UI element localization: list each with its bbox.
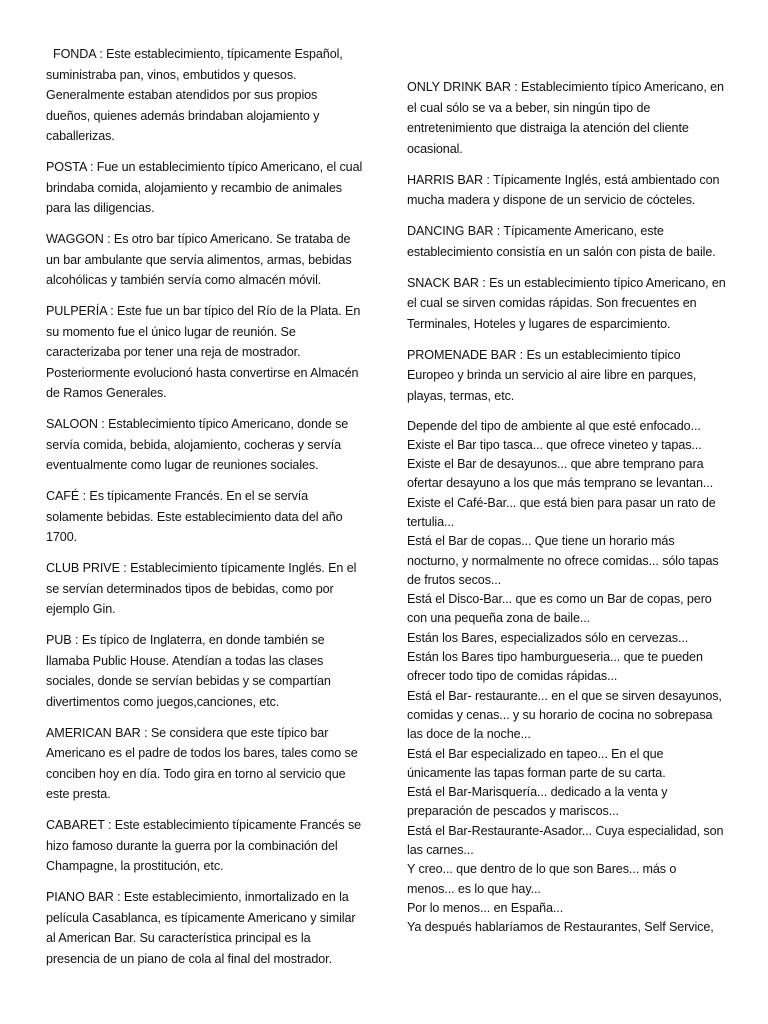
list-item: Está el Bar especializado en tapeo... En el que únicamente las tapas forman parte de su carta.	[407, 746, 666, 780]
list-item: Está el Bar de copas... Que tiene un horario más nocturno, y normalmente no ofrece comidas... sólo tapas de frutos secos...	[407, 534, 719, 587]
entry-term: PROMENADE BAR	[407, 347, 517, 362]
entry-term: WAGGON	[46, 232, 104, 246]
entry-description: Es un establecimiento típico Europeo y brinda un servicio al aire libre en parques, playas, termas, etc.	[407, 347, 697, 403]
entry-term: SALOON	[46, 417, 98, 431]
entry-separator: :	[482, 172, 493, 187]
list-item: Está el Bar-Restaurante-Asador... Cuya especialidad, son las carnes...	[407, 823, 724, 858]
entry-separator: :	[140, 725, 151, 740]
list-item: Y creo... que dentro de lo que son Bares... más o menos... es lo que hay...	[407, 862, 677, 896]
entry-term: FONDA	[53, 47, 96, 61]
list-item: Ya después hablaríamos de Restaurantes, Self Service,	[407, 920, 714, 935]
entry-term: AMERICAN BAR	[46, 725, 141, 740]
entry-term: CLUB PRIVE	[46, 561, 120, 575]
entry-description: Fue un establecimiento típico Americano, el cual brindaba comida, alojamiento y recambio de animales para las diligencias.	[46, 160, 363, 215]
list-item: Está el Disco-Bar... que es como un Bar de copas, pero con una pequeña zona de baile...	[407, 592, 712, 626]
entry-term: HARRIS BAR	[407, 172, 483, 187]
list-item: Existe el Café-Bar... que está bien para pasar un rato de tertulia...	[407, 495, 716, 529]
definition-entry	[46, 558, 364, 620]
right-column	[407, 0, 727, 938]
definition-entry	[407, 345, 727, 407]
definition-entry	[46, 157, 364, 219]
entry-term: PULPERÍA	[46, 304, 107, 318]
definition-entry	[46, 486, 364, 548]
entry-separator: :	[86, 160, 97, 174]
entry-separator: :	[106, 304, 118, 318]
entry-description: Este fue un bar típico del Río de la Plata. En su momento fue el único lugar de reunión. Se caracterizaba por tener una reja de mostrador. Posteriormente evolucionó hasta convertirse en Almacén de Ramos Generales.	[46, 304, 361, 400]
definition-entry	[407, 170, 727, 211]
definition-entry	[46, 414, 364, 476]
entry-term: CABARET	[46, 818, 105, 832]
entry-description: Este establecimiento, inmortalizado en la película Casablanca, es típicamente Americano y similar al American Bar. Su característica principal es la presencia de un piano de cola al final del mostrador.	[46, 890, 356, 966]
entry-separator: :	[104, 818, 115, 832]
entry-term: PIANO BAR	[46, 890, 114, 904]
entry-term: ONLY DRINK BAR	[407, 80, 511, 94]
list-item: Existe el Bar tipo tasca... que ofrece vineteo y tapas...	[407, 437, 702, 452]
entry-description: Típicamente Inglés, está ambientado con mucha madera y dispone de un servicio de cócteles.	[407, 172, 720, 207]
entry-description: Es típicamente Francés. En el se servía solamente bebidas. Este establecimiento data del año 1700.	[46, 489, 343, 544]
definition-entry	[46, 887, 364, 969]
entry-separator: :	[103, 232, 114, 246]
entry-description: Establecimiento típico Americano, donde se servía comida, bebida, alojamiento, cocheras y servía eventualmente como lugar de reuniones sociales.	[46, 417, 349, 472]
list-item: Está el Bar- restaurante... en el que se sirven desayunos, comidas y cenas... y su horario de cocina no sobrepasa las doce de la noche...	[407, 688, 722, 742]
entry-description: Es un establecimiento típico Americano, en el cual se sirven comidas rápidas. Son frecuentes en Terminales, Hoteles y lugares de esparcimiento.	[407, 275, 726, 331]
definition-entry	[46, 44, 364, 147]
entry-description: Este establecimiento típicamente Francés se hizo famoso durante la guerra por la combinación del Champagne, la prostitución, etc.	[46, 818, 362, 873]
list-item: Por lo menos... en España...	[407, 900, 564, 915]
list-item: Depende del tipo de ambiente al que esté enfocado...	[407, 418, 701, 433]
definition-entry	[46, 630, 364, 712]
entry-description: Se considera que este típico bar Americano es el padre de todos los bares, tales como se conciben hoy en día. Todo gira en torno al servicio que este presta.	[46, 725, 358, 801]
entry-description: Este establecimiento, típicamente Español, suministraba pan, vinos, embutidos y quesos. Generalmente estaban atendidos por sus propios dueños, quienes además brindaban alojamiento y caballerizas.	[46, 47, 343, 143]
entry-separator: :	[97, 417, 109, 431]
entry-description: Típicamente Americano, este establecimiento consistía en un salón con pista de baile.	[407, 224, 716, 259]
entry-description: Es típico de Inglaterra, en donde también se llamaba Public House. Atendían a todas las clases sociales, donde se servían bebidas y se compartían divertimentos como juegos,canciones, etc.	[46, 633, 331, 709]
bar-types-list	[407, 417, 727, 938]
entry-separator: :	[510, 80, 522, 94]
entry-term: SNACK BAR	[407, 275, 479, 290]
definition-entry	[46, 723, 364, 805]
definition-entry	[407, 273, 727, 335]
list-item: Están los Bares tipo hamburgueseria... que te pueden ofrecer todo tipo de comidas rápidas...	[407, 650, 703, 684]
left-column	[46, 0, 364, 980]
entry-term: PUB	[46, 633, 72, 647]
entry-separator: :	[119, 561, 131, 575]
entry-term: POSTA	[46, 160, 87, 174]
entry-description: Establecimiento típico Americano, en el cual sólo se va a beber, sin ningún tipo de entretenimiento que distraiga la atención del cliente ocasional.	[407, 80, 724, 156]
entry-term: CAFÉ	[46, 489, 80, 503]
definition-entry	[46, 301, 364, 404]
definition-entry	[407, 77, 727, 159]
entry-separator: :	[113, 890, 124, 904]
entry-separator: :	[71, 633, 82, 647]
entry-term: DANCING BAR	[407, 224, 494, 238]
entry-separator: :	[478, 275, 490, 290]
entry-description: Establecimiento típicamente Inglés. En el se servían determinados tipos de bebidas, como por ejemplo Gin.	[46, 561, 357, 616]
entry-description: Es otro bar típico Americano. Se trataba de un bar ambulante que servía alimentos, armas, bebidas alcohólicas y también servía como almacén móvil.	[46, 232, 352, 287]
definition-entry	[46, 815, 364, 877]
definition-entry	[407, 221, 727, 262]
entry-separator: :	[516, 347, 527, 362]
entry-separator: :	[95, 47, 107, 61]
right-entries	[407, 77, 727, 406]
list-item: Existe el Bar de desayunos... que abre temprano para ofertar desayuno a los que más temprano se levantan...	[407, 457, 714, 491]
list-item: Están los Bares, especializados sólo en cervezas...	[407, 630, 689, 645]
entry-separator: :	[493, 224, 504, 238]
definition-entry	[46, 229, 364, 291]
list-item: Está el Bar-Marisquería... dedicado a la venta y preparación de pescados y mariscos...	[407, 785, 668, 819]
entry-separator: :	[79, 489, 90, 503]
